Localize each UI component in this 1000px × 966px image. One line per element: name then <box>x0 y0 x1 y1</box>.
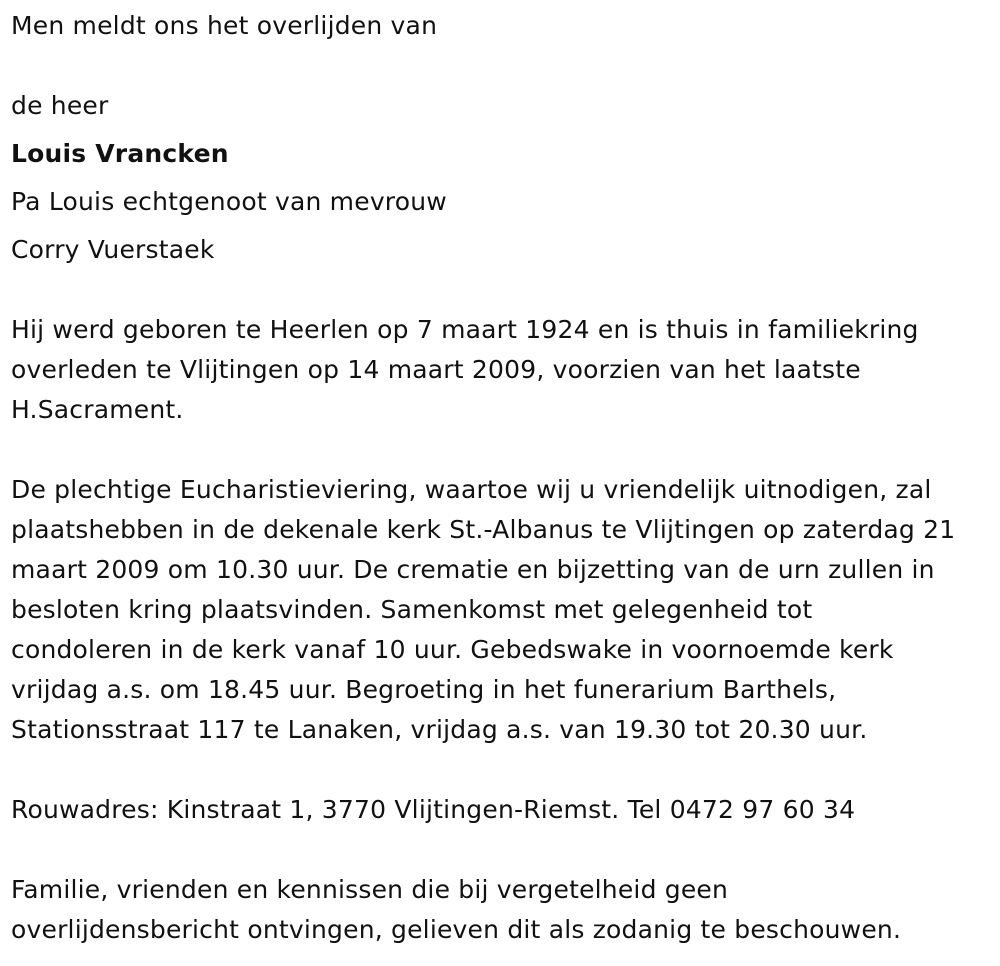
ceremony-line: plaatshebben in de dekenale kerk St.-Albanus te Vlijtingen op zaterdag 21 <box>11 515 956 544</box>
birth-line: H.Sacrament. <box>11 395 184 424</box>
ceremony-line: Stationsstraat 117 te Lanaken, vrijdag a.s. van 19.30 tot 20.30 uur. <box>11 715 868 744</box>
deceased-name: Louis Vrancken <box>11 139 229 168</box>
ceremony-line: condoleren in de kerk vanaf 10 uur. Gebedswake in voornoemde kerk <box>11 635 894 664</box>
closing-line: overlijdensbericht ontvingen, gelieven dit als zodanig te beschouwen. <box>11 915 902 944</box>
birth-line: overleden te Vlijtingen op 14 maart 2009, voorzien van het laatste <box>11 355 861 384</box>
birth-paragraph <box>11 310 996 430</box>
ceremony-line: maart 2009 om 10.30 uur. De crematie en bijzetting van de urn zullen in <box>11 555 935 584</box>
address-paragraph <box>11 790 996 830</box>
ceremony-line: besloten kring plaatsvinden. Samenkomst met gelegenheid tot <box>11 595 813 624</box>
closing-line: Familie, vrienden en kennissen die bij vergetelheid geen <box>11 875 729 904</box>
ceremony-line: De plechtige Eucharistieviering, waartoe wij u vriendelijk uitnodigen, zal <box>11 475 932 504</box>
birth-line: Hij werd geboren te Heerlen op 7 maart 1924 en is thuis in familiekring <box>11 315 919 344</box>
ceremony-paragraph <box>11 470 996 750</box>
spouse-name: Corry Vuerstaek <box>11 235 215 264</box>
relation-line: Pa Louis echtgenoot van mevrouw <box>11 187 447 216</box>
intro-text: Men meldt ons het overlijden van <box>11 11 438 40</box>
ceremony-line: vrijdag a.s. om 18.45 uur. Begroeting in het funerarium Barthels, <box>11 675 837 704</box>
closing-paragraph <box>11 870 996 950</box>
address-line: Rouwadres: Kinstraat 1, 3770 Vlijtingen-Riemst. Tel 0472 97 60 34 <box>11 795 856 824</box>
title-prefix: de heer <box>11 91 109 120</box>
